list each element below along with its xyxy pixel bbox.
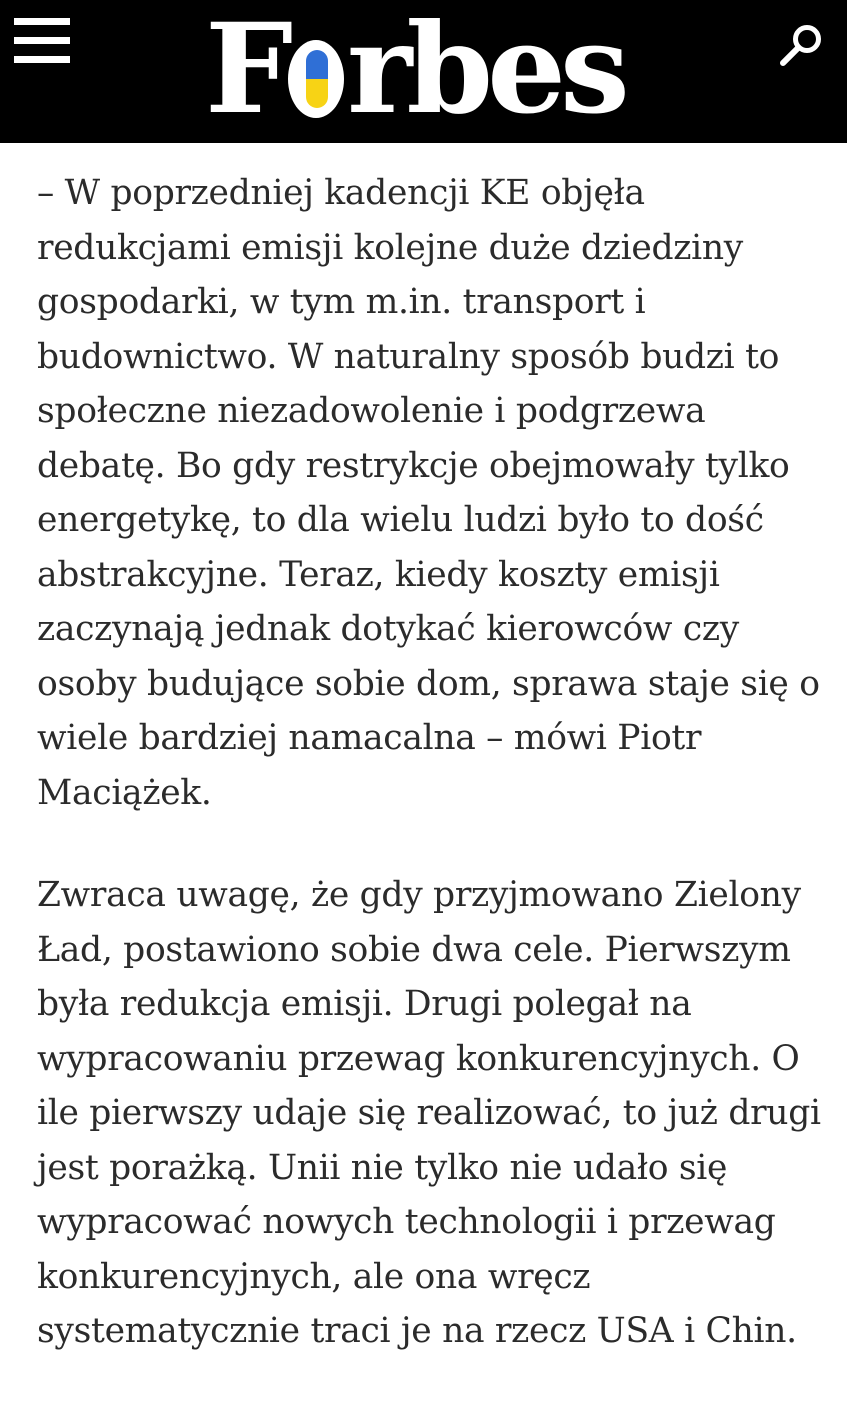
menu-bar-bottom xyxy=(14,56,70,63)
article-paragraph: – W poprzedniej kadencji KE objęła redukcjami emisji kolejne duże dziedziny gospodarki, w tym m.in. transport i budownictwo. W naturalny sposób budzi to społeczne niezadowolenie i podgrzewa debatę. Bo gdy restrykcje obejmowały tylko energetykę, to dla wielu ludzi było to dość abstrakcyjne. Teraz, kiedy koszty emisji zaczynają jednak dotykać kierowców czy osoby budujące sobie dom, sprawa staje się o wiele bardziej namacalna – mówi Piotr Maciążek. xyxy=(37,173,820,813)
menu-bar-top xyxy=(14,18,70,25)
ukraine-flag-o-icon xyxy=(288,40,344,118)
logo-text-start: F xyxy=(205,0,288,142)
search-icon[interactable] xyxy=(777,20,827,70)
article-body xyxy=(37,166,827,1407)
hamburger-menu-icon[interactable] xyxy=(14,16,72,64)
site-header xyxy=(0,0,847,143)
menu-bar-middle xyxy=(14,37,70,44)
forbes-logo[interactable] xyxy=(205,0,624,142)
article-paragraph: Zwraca uwagę, że gdy przyjmowano Zielony Ład, postawiono sobie dwa cele. Pierwszym była redukcja emisji. Drugi polegał na wypracowaniu przewag konkurencyjnych. O ile pierwszy udaje się realizować, to już drugi jest porażką. Unii nie tylko nie udało się wypracować nowych technologii i przewag konkurencyjnych, ale ona wręcz systematycznie traci je na rzecz USA i Chin. xyxy=(37,875,821,1351)
logo-text-end: rbes xyxy=(347,0,624,142)
